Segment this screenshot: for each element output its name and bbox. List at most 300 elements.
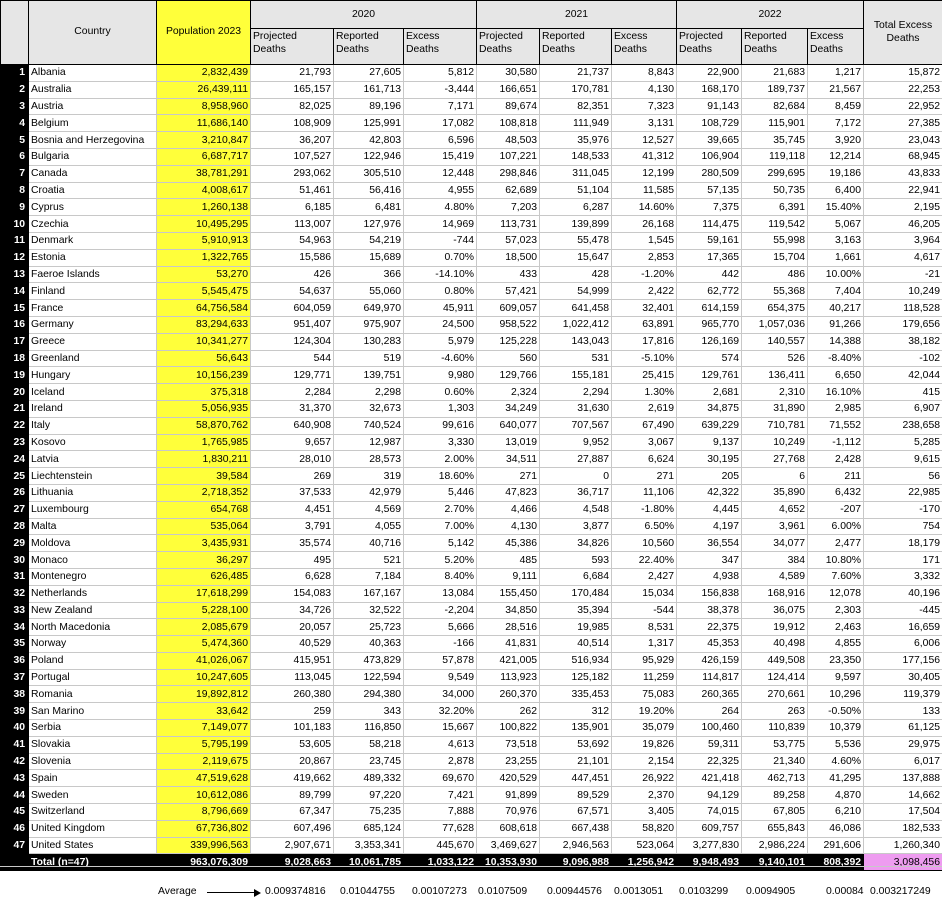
projected-deaths-2022-cell[interactable]: 574 <box>677 350 742 367</box>
reported-deaths-2020-cell[interactable]: 42,979 <box>334 484 404 501</box>
total-excess-deaths-cell[interactable]: -102 <box>864 350 942 367</box>
excess-deaths-2022-cell[interactable]: 6.00% <box>808 518 864 535</box>
projected-deaths-2022-cell[interactable]: 129,761 <box>677 367 742 384</box>
reported-deaths-2021-cell[interactable]: 0 <box>540 468 612 485</box>
projected-deaths-2021-cell[interactable]: 4,466 <box>477 501 540 518</box>
projected-deaths-2021-cell[interactable]: 47,823 <box>477 484 540 501</box>
total-excess-deaths-cell[interactable]: 177,156 <box>864 652 942 669</box>
reported-deaths-2021-cell[interactable]: 170,484 <box>540 585 612 602</box>
reported-deaths-2022-cell[interactable]: 449,508 <box>742 652 808 669</box>
excess-deaths-2021-cell[interactable]: 4,130 <box>612 81 677 98</box>
total-excess-deaths-cell[interactable]: 27,385 <box>864 115 942 132</box>
row-number-cell[interactable]: 37 <box>1 669 29 686</box>
projected-deaths-2020-cell[interactable]: 269 <box>251 468 334 485</box>
projected-deaths-2020-cell[interactable]: 951,407 <box>251 316 334 333</box>
excess-deaths-2022-cell[interactable]: 6,400 <box>808 182 864 199</box>
excess-deaths-2020-cell[interactable]: 4,955 <box>404 182 477 199</box>
row-number-cell[interactable]: 34 <box>1 619 29 636</box>
projected-deaths-2020-cell[interactable]: 3,791 <box>251 518 334 535</box>
country-name-cell[interactable]: Iceland <box>29 384 157 401</box>
reported-deaths-2022-cell[interactable]: 299,695 <box>742 165 808 182</box>
country-name-cell[interactable]: Latvia <box>29 451 157 468</box>
excess-deaths-2021-cell[interactable]: 2,853 <box>612 249 677 266</box>
projected-deaths-2020-cell[interactable]: 544 <box>251 350 334 367</box>
country-name-cell[interactable]: Slovakia <box>29 736 157 753</box>
row-number-cell[interactable]: 7 <box>1 165 29 182</box>
reported-deaths-2021-cell[interactable]: 15,647 <box>540 249 612 266</box>
excess-deaths-2022-cell[interactable]: 2,985 <box>808 400 864 417</box>
reported-deaths-2022-cell[interactable]: 50,735 <box>742 182 808 199</box>
row-number-cell[interactable]: 38 <box>1 686 29 703</box>
excess-deaths-2021-cell[interactable]: 14.60% <box>612 199 677 216</box>
projected-deaths-2020-cell[interactable]: 28,010 <box>251 451 334 468</box>
country-name-cell[interactable]: Greece <box>29 333 157 350</box>
excess-deaths-2020-cell[interactable]: -4.60% <box>404 350 477 367</box>
reported-deaths-2022-cell[interactable]: 136,411 <box>742 367 808 384</box>
row-number-cell[interactable]: 11 <box>1 232 29 249</box>
total-excess-deaths-cell[interactable]: 5,285 <box>864 434 942 451</box>
total-excess-deaths-cell[interactable]: 29,975 <box>864 736 942 753</box>
reported-deaths-2020-cell[interactable]: 161,713 <box>334 81 404 98</box>
reported-deaths-2020-cell[interactable]: 139,751 <box>334 367 404 384</box>
total-excess-deaths-cell[interactable]: 118,528 <box>864 300 942 317</box>
population-cell[interactable]: 654,768 <box>157 501 251 518</box>
reported-deaths-2020-cell[interactable]: 167,167 <box>334 585 404 602</box>
reported-deaths-2020-cell[interactable]: 130,283 <box>334 333 404 350</box>
country-name-cell[interactable]: New Zealand <box>29 602 157 619</box>
excess-deaths-2022-cell[interactable]: -1,112 <box>808 434 864 451</box>
reported-deaths-2022-cell[interactable]: 1,057,036 <box>742 316 808 333</box>
projected-deaths-2021-cell[interactable]: 113,923 <box>477 669 540 686</box>
total-excess-deaths-cell[interactable]: 43,833 <box>864 165 942 182</box>
total-excess-deaths-cell[interactable]: -170 <box>864 501 942 518</box>
reported-deaths-2022-cell[interactable]: 270,661 <box>742 686 808 703</box>
row-number-cell[interactable]: 44 <box>1 787 29 804</box>
country-name-cell[interactable]: Kosovo <box>29 434 157 451</box>
reported-deaths-2020-cell[interactable]: 12,987 <box>334 434 404 451</box>
projected-deaths-2022-cell[interactable]: 59,311 <box>677 736 742 753</box>
reported-deaths-2020-cell[interactable]: 2,298 <box>334 384 404 401</box>
projected-deaths-2020-cell[interactable]: 107,527 <box>251 148 334 165</box>
reported-deaths-2021-cell[interactable]: 139,899 <box>540 216 612 233</box>
reported-deaths-2021-cell[interactable]: 4,548 <box>540 501 612 518</box>
row-number-cell[interactable]: 41 <box>1 736 29 753</box>
total-excess-deaths-cell[interactable]: 171 <box>864 552 942 569</box>
country-name-cell[interactable]: San Marino <box>29 703 157 720</box>
reported-deaths-2021-cell[interactable]: 67,571 <box>540 804 612 821</box>
population-cell[interactable]: 33,642 <box>157 703 251 720</box>
projected-deaths-2020-cell[interactable]: 54,637 <box>251 283 334 300</box>
excess-deaths-2021-cell[interactable]: -5.10% <box>612 350 677 367</box>
reported-deaths-2022-cell[interactable]: 384 <box>742 552 808 569</box>
projected-deaths-2022-cell[interactable]: 9,137 <box>677 434 742 451</box>
country-name-cell[interactable]: Sweden <box>29 787 157 804</box>
projected-deaths-2022-cell[interactable]: 114,475 <box>677 216 742 233</box>
reported-deaths-2022-cell[interactable]: 31,890 <box>742 400 808 417</box>
country-name-cell[interactable]: United States <box>29 837 157 854</box>
row-number-cell[interactable]: 14 <box>1 283 29 300</box>
excess-deaths-2020-cell[interactable]: 14,969 <box>404 216 477 233</box>
total-excess-deaths-cell[interactable]: 9,615 <box>864 451 942 468</box>
reported-deaths-2022-cell[interactable]: 19,912 <box>742 619 808 636</box>
reported-deaths-2022-cell[interactable]: 526 <box>742 350 808 367</box>
reported-deaths-2020-cell[interactable]: 127,976 <box>334 216 404 233</box>
population-cell[interactable]: 2,119,675 <box>157 753 251 770</box>
country-name-cell[interactable]: Czechia <box>29 216 157 233</box>
excess-deaths-2020-cell[interactable]: 2.00% <box>404 451 477 468</box>
excess-deaths-2020-cell[interactable]: -14.10% <box>404 266 477 283</box>
population-cell[interactable]: 17,618,299 <box>157 585 251 602</box>
excess-deaths-2021-cell[interactable]: 26,922 <box>612 770 677 787</box>
country-name-cell[interactable]: Romania <box>29 686 157 703</box>
excess-deaths-2022-cell[interactable]: 5,536 <box>808 736 864 753</box>
country-name-cell[interactable]: Spain <box>29 770 157 787</box>
reported-deaths-2020-cell[interactable]: 27,605 <box>334 65 404 82</box>
excess-deaths-2021-cell[interactable]: 95,929 <box>612 652 677 669</box>
projected-deaths-2021-cell[interactable]: 262 <box>477 703 540 720</box>
excess-deaths-2021-cell[interactable]: 6,624 <box>612 451 677 468</box>
reported-deaths-2020-cell[interactable]: 116,850 <box>334 720 404 737</box>
excess-deaths-2020-cell[interactable]: 7,888 <box>404 804 477 821</box>
projected-deaths-2022-cell[interactable]: 2,681 <box>677 384 742 401</box>
reported-deaths-2021-cell[interactable]: 516,934 <box>540 652 612 669</box>
total-excess-deaths-cell[interactable]: -21 <box>864 266 942 283</box>
projected-deaths-2022-cell[interactable]: 57,135 <box>677 182 742 199</box>
projected-deaths-2022-cell[interactable]: 3,277,830 <box>677 837 742 854</box>
reported-deaths-2022-cell[interactable]: 168,916 <box>742 585 808 602</box>
reported-deaths-2022-cell[interactable]: 34,077 <box>742 535 808 552</box>
excess-deaths-2020-cell[interactable]: 12,448 <box>404 165 477 182</box>
reported-deaths-2020-cell[interactable]: 97,220 <box>334 787 404 804</box>
country-name-cell[interactable]: Serbia <box>29 720 157 737</box>
total-excess-deaths-cell[interactable]: 22,952 <box>864 98 942 115</box>
reported-deaths-2020-cell[interactable]: 42,803 <box>334 132 404 149</box>
excess-deaths-2021-cell[interactable]: 19.20% <box>612 703 677 720</box>
reported-deaths-2022-cell[interactable]: 40,498 <box>742 636 808 653</box>
population-cell[interactable]: 10,156,239 <box>157 367 251 384</box>
row-number-cell[interactable]: 39 <box>1 703 29 720</box>
reported-deaths-2020-cell[interactable]: 685,124 <box>334 820 404 837</box>
projected-deaths-2020-cell[interactable]: 113,045 <box>251 669 334 686</box>
projected-deaths-2022-cell[interactable]: 264 <box>677 703 742 720</box>
row-number-cell[interactable]: 46 <box>1 820 29 837</box>
total-excess-deaths-cell[interactable]: -445 <box>864 602 942 619</box>
total-excess-deaths-cell[interactable]: 22,253 <box>864 81 942 98</box>
reported-deaths-2021-cell[interactable]: 311,045 <box>540 165 612 182</box>
reported-deaths-2020-cell[interactable]: 58,218 <box>334 736 404 753</box>
projected-deaths-2020-cell[interactable]: 53,605 <box>251 736 334 753</box>
excess-deaths-2021-cell[interactable]: 58,820 <box>612 820 677 837</box>
projected-deaths-2020-cell[interactable]: 2,907,671 <box>251 837 334 854</box>
reported-deaths-2022-cell[interactable]: 82,684 <box>742 98 808 115</box>
population-cell[interactable]: 67,736,802 <box>157 820 251 837</box>
row-number-cell[interactable]: 15 <box>1 300 29 317</box>
row-number-cell[interactable]: 22 <box>1 417 29 434</box>
population-cell[interactable]: 1,765,985 <box>157 434 251 451</box>
population-cell[interactable]: 36,297 <box>157 552 251 569</box>
reported-deaths-2022-cell[interactable]: 36,075 <box>742 602 808 619</box>
projected-deaths-2020-cell[interactable]: 604,059 <box>251 300 334 317</box>
excess-deaths-2020-cell[interactable]: 2,878 <box>404 753 477 770</box>
reported-deaths-2020-cell[interactable]: 521 <box>334 552 404 569</box>
projected-deaths-2022-cell[interactable]: 965,770 <box>677 316 742 333</box>
projected-deaths-2022-cell[interactable]: 74,015 <box>677 804 742 821</box>
excess-deaths-2021-cell[interactable]: 75,083 <box>612 686 677 703</box>
total-excess-deaths-cell[interactable]: 23,043 <box>864 132 942 149</box>
projected-deaths-2021-cell[interactable]: 155,450 <box>477 585 540 602</box>
excess-deaths-2021-cell[interactable]: 17,816 <box>612 333 677 350</box>
reported-deaths-2021-cell[interactable]: 36,717 <box>540 484 612 501</box>
population-cell[interactable]: 1,322,765 <box>157 249 251 266</box>
population-cell[interactable]: 7,149,077 <box>157 720 251 737</box>
excess-deaths-2020-cell[interactable]: 4,613 <box>404 736 477 753</box>
projected-deaths-2022-cell[interactable]: 22,325 <box>677 753 742 770</box>
population-cell[interactable]: 5,545,475 <box>157 283 251 300</box>
total-excess-deaths-cell[interactable]: 15,872 <box>864 65 942 82</box>
total-excess-deaths-cell[interactable]: 137,888 <box>864 770 942 787</box>
population-cell[interactable]: 58,870,762 <box>157 417 251 434</box>
projected-deaths-2020-cell[interactable]: 415,951 <box>251 652 334 669</box>
reported-deaths-2022-cell[interactable]: 35,890 <box>742 484 808 501</box>
row-number-cell[interactable]: 36 <box>1 652 29 669</box>
country-name-cell[interactable]: Hungary <box>29 367 157 384</box>
excess-deaths-2020-cell[interactable]: 9,549 <box>404 669 477 686</box>
reported-deaths-2022-cell[interactable]: 654,375 <box>742 300 808 317</box>
excess-deaths-2020-cell[interactable]: 17,082 <box>404 115 477 132</box>
population-cell[interactable]: 10,341,277 <box>157 333 251 350</box>
reported-deaths-2021-cell[interactable]: 593 <box>540 552 612 569</box>
projected-deaths-2022-cell[interactable]: 4,938 <box>677 568 742 585</box>
projected-deaths-2021-cell[interactable]: 62,689 <box>477 182 540 199</box>
projected-deaths-2020-cell[interactable]: 20,867 <box>251 753 334 770</box>
row-number-cell[interactable]: 3 <box>1 98 29 115</box>
projected-deaths-2022-cell[interactable]: 39,665 <box>677 132 742 149</box>
projected-deaths-2021-cell[interactable]: 57,023 <box>477 232 540 249</box>
row-number-cell[interactable]: 2 <box>1 81 29 98</box>
projected-deaths-2021-cell[interactable]: 57,421 <box>477 283 540 300</box>
excess-deaths-2020-cell[interactable]: 13,084 <box>404 585 477 602</box>
projected-deaths-2021-cell[interactable]: 260,370 <box>477 686 540 703</box>
projected-deaths-2022-cell[interactable]: 442 <box>677 266 742 283</box>
projected-deaths-2020-cell[interactable]: 82,025 <box>251 98 334 115</box>
row-number-cell[interactable]: 4 <box>1 115 29 132</box>
excess-deaths-2022-cell[interactable]: 71,552 <box>808 417 864 434</box>
total-excess-deaths-cell[interactable]: 4,617 <box>864 249 942 266</box>
excess-deaths-2022-cell[interactable]: 23,350 <box>808 652 864 669</box>
excess-deaths-2021-cell[interactable]: 22.40% <box>612 552 677 569</box>
reported-deaths-2020-cell[interactable]: 649,970 <box>334 300 404 317</box>
excess-deaths-2022-cell[interactable]: 40,217 <box>808 300 864 317</box>
country-name-cell[interactable]: Bulgaria <box>29 148 157 165</box>
total-excess-deaths-cell[interactable]: 179,656 <box>864 316 942 333</box>
country-name-cell[interactable]: North Macedonia <box>29 619 157 636</box>
excess-deaths-2021-cell[interactable]: 523,064 <box>612 837 677 854</box>
country-name-cell[interactable]: Luxembourg <box>29 501 157 518</box>
projected-deaths-2022-cell[interactable]: 62,772 <box>677 283 742 300</box>
projected-deaths-2022-cell[interactable]: 426,159 <box>677 652 742 669</box>
total-excess-deaths-cell[interactable]: 42,044 <box>864 367 942 384</box>
population-cell[interactable]: 19,892,812 <box>157 686 251 703</box>
projected-deaths-2020-cell[interactable]: 640,908 <box>251 417 334 434</box>
excess-deaths-2022-cell[interactable]: 2,428 <box>808 451 864 468</box>
reported-deaths-2021-cell[interactable]: 40,514 <box>540 636 612 653</box>
excess-deaths-2021-cell[interactable]: 271 <box>612 468 677 485</box>
total-excess-deaths-cell[interactable]: 238,658 <box>864 417 942 434</box>
reported-deaths-2021-cell[interactable]: 335,453 <box>540 686 612 703</box>
reported-deaths-2021-cell[interactable]: 34,826 <box>540 535 612 552</box>
reported-deaths-2020-cell[interactable]: 56,416 <box>334 182 404 199</box>
projected-deaths-2020-cell[interactable]: 6,185 <box>251 199 334 216</box>
excess-deaths-2022-cell[interactable]: 6,432 <box>808 484 864 501</box>
excess-deaths-2021-cell[interactable]: 32,401 <box>612 300 677 317</box>
projected-deaths-2020-cell[interactable]: 260,380 <box>251 686 334 703</box>
row-number-cell[interactable]: 28 <box>1 518 29 535</box>
row-number-cell[interactable]: 32 <box>1 585 29 602</box>
total-excess-deaths-cell[interactable]: 754 <box>864 518 942 535</box>
excess-deaths-2020-cell[interactable]: -166 <box>404 636 477 653</box>
projected-deaths-2022-cell[interactable]: 260,365 <box>677 686 742 703</box>
projected-deaths-2022-cell[interactable]: 42,322 <box>677 484 742 501</box>
reported-deaths-2022-cell[interactable]: 15,704 <box>742 249 808 266</box>
excess-deaths-2021-cell[interactable]: 1.30% <box>612 384 677 401</box>
population-cell[interactable]: 8,796,669 <box>157 804 251 821</box>
projected-deaths-2022-cell[interactable]: 4,197 <box>677 518 742 535</box>
population-cell[interactable]: 11,686,140 <box>157 115 251 132</box>
reported-deaths-2022-cell[interactable]: 10,249 <box>742 434 808 451</box>
excess-deaths-2020-cell[interactable]: 69,670 <box>404 770 477 787</box>
projected-deaths-2020-cell[interactable]: 37,533 <box>251 484 334 501</box>
projected-deaths-2022-cell[interactable]: 609,757 <box>677 820 742 837</box>
excess-deaths-2021-cell[interactable]: 11,585 <box>612 182 677 199</box>
reported-deaths-2021-cell[interactable]: 51,104 <box>540 182 612 199</box>
total-excess-deaths-cell[interactable]: 10,249 <box>864 283 942 300</box>
reported-deaths-2020-cell[interactable]: 75,235 <box>334 804 404 821</box>
reported-deaths-2022-cell[interactable]: 21,340 <box>742 753 808 770</box>
projected-deaths-2021-cell[interactable]: 91,899 <box>477 787 540 804</box>
reported-deaths-2021-cell[interactable]: 53,692 <box>540 736 612 753</box>
row-number-cell[interactable]: 26 <box>1 484 29 501</box>
reported-deaths-2020-cell[interactable]: 366 <box>334 266 404 283</box>
excess-deaths-2021-cell[interactable]: 3,067 <box>612 434 677 451</box>
excess-deaths-2021-cell[interactable]: 11,106 <box>612 484 677 501</box>
population-cell[interactable]: 4,008,617 <box>157 182 251 199</box>
excess-deaths-2020-cell[interactable]: 57,878 <box>404 652 477 669</box>
reported-deaths-2022-cell[interactable]: 119,118 <box>742 148 808 165</box>
country-name-cell[interactable]: France <box>29 300 157 317</box>
excess-deaths-2022-cell[interactable]: 14,388 <box>808 333 864 350</box>
projected-deaths-2021-cell[interactable]: 113,731 <box>477 216 540 233</box>
total-excess-deaths-cell[interactable]: 6,006 <box>864 636 942 653</box>
row-number-cell[interactable]: 1 <box>1 65 29 82</box>
projected-deaths-2021-cell[interactable]: 13,019 <box>477 434 540 451</box>
projected-deaths-2022-cell[interactable]: 280,509 <box>677 165 742 182</box>
reported-deaths-2020-cell[interactable]: 473,829 <box>334 652 404 669</box>
reported-deaths-2021-cell[interactable]: 170,781 <box>540 81 612 98</box>
excess-deaths-2021-cell[interactable]: 2,154 <box>612 753 677 770</box>
excess-deaths-2022-cell[interactable]: 2,303 <box>808 602 864 619</box>
excess-deaths-2021-cell[interactable]: -544 <box>612 602 677 619</box>
excess-deaths-2020-cell[interactable]: 445,670 <box>404 837 477 854</box>
excess-deaths-2020-cell[interactable]: 3,330 <box>404 434 477 451</box>
reported-deaths-2021-cell[interactable]: 55,478 <box>540 232 612 249</box>
excess-deaths-2021-cell[interactable]: 8,843 <box>612 65 677 82</box>
reported-deaths-2020-cell[interactable]: 294,380 <box>334 686 404 703</box>
row-number-cell[interactable]: 27 <box>1 501 29 518</box>
excess-deaths-2021-cell[interactable]: 10,560 <box>612 535 677 552</box>
projected-deaths-2022-cell[interactable]: 347 <box>677 552 742 569</box>
population-cell[interactable]: 5,228,100 <box>157 602 251 619</box>
projected-deaths-2022-cell[interactable]: 126,169 <box>677 333 742 350</box>
row-number-cell[interactable]: 33 <box>1 602 29 619</box>
total-excess-deaths-cell[interactable]: 2,195 <box>864 199 942 216</box>
excess-deaths-2021-cell[interactable]: 7,323 <box>612 98 677 115</box>
excess-deaths-2020-cell[interactable]: 0.60% <box>404 384 477 401</box>
reported-deaths-2021-cell[interactable]: 9,952 <box>540 434 612 451</box>
reported-deaths-2021-cell[interactable]: 82,351 <box>540 98 612 115</box>
excess-deaths-2022-cell[interactable]: 211 <box>808 468 864 485</box>
excess-deaths-2022-cell[interactable]: 6,210 <box>808 804 864 821</box>
projected-deaths-2020-cell[interactable]: 495 <box>251 552 334 569</box>
projected-deaths-2022-cell[interactable]: 91,143 <box>677 98 742 115</box>
reported-deaths-2020-cell[interactable]: 32,522 <box>334 602 404 619</box>
projected-deaths-2021-cell[interactable]: 433 <box>477 266 540 283</box>
row-number-cell[interactable]: 45 <box>1 804 29 821</box>
population-cell[interactable]: 3,435,931 <box>157 535 251 552</box>
row-number-cell[interactable]: 30 <box>1 552 29 569</box>
row-number-cell[interactable]: 24 <box>1 451 29 468</box>
row-number-cell[interactable]: 17 <box>1 333 29 350</box>
reported-deaths-2021-cell[interactable]: 155,181 <box>540 367 612 384</box>
excess-deaths-2022-cell[interactable]: 2,477 <box>808 535 864 552</box>
excess-deaths-2022-cell[interactable]: 7,404 <box>808 283 864 300</box>
projected-deaths-2020-cell[interactable]: 54,963 <box>251 232 334 249</box>
projected-deaths-2022-cell[interactable]: 4,445 <box>677 501 742 518</box>
population-cell[interactable]: 1,260,138 <box>157 199 251 216</box>
total-excess-deaths-cell[interactable]: 133 <box>864 703 942 720</box>
total-excess-deaths-cell[interactable]: 68,945 <box>864 148 942 165</box>
projected-deaths-2022-cell[interactable]: 639,229 <box>677 417 742 434</box>
projected-deaths-2021-cell[interactable]: 34,850 <box>477 602 540 619</box>
excess-deaths-2022-cell[interactable]: 10.00% <box>808 266 864 283</box>
population-cell[interactable]: 339,996,563 <box>157 837 251 854</box>
excess-deaths-2020-cell[interactable]: 7.00% <box>404 518 477 535</box>
reported-deaths-2022-cell[interactable]: 2,310 <box>742 384 808 401</box>
excess-deaths-2020-cell[interactable]: 32.20% <box>404 703 477 720</box>
row-number-cell[interactable]: 21 <box>1 400 29 417</box>
projected-deaths-2021-cell[interactable]: 166,651 <box>477 81 540 98</box>
reported-deaths-2021-cell[interactable]: 447,451 <box>540 770 612 787</box>
excess-deaths-2021-cell[interactable]: 6.50% <box>612 518 677 535</box>
country-name-cell[interactable]: Malta <box>29 518 157 535</box>
reported-deaths-2020-cell[interactable]: 3,353,341 <box>334 837 404 854</box>
reported-deaths-2021-cell[interactable]: 31,630 <box>540 400 612 417</box>
reported-deaths-2020-cell[interactable]: 55,060 <box>334 283 404 300</box>
country-name-cell[interactable]: Croatia <box>29 182 157 199</box>
projected-deaths-2022-cell[interactable]: 22,900 <box>677 65 742 82</box>
projected-deaths-2021-cell[interactable]: 70,976 <box>477 804 540 821</box>
reported-deaths-2021-cell[interactable]: 125,182 <box>540 669 612 686</box>
projected-deaths-2020-cell[interactable]: 165,157 <box>251 81 334 98</box>
projected-deaths-2022-cell[interactable]: 59,161 <box>677 232 742 249</box>
excess-deaths-2020-cell[interactable]: 5,666 <box>404 619 477 636</box>
projected-deaths-2021-cell[interactable]: 108,818 <box>477 115 540 132</box>
projected-deaths-2020-cell[interactable]: 293,062 <box>251 165 334 182</box>
excess-deaths-2020-cell[interactable]: 15,667 <box>404 720 477 737</box>
reported-deaths-2020-cell[interactable]: 28,573 <box>334 451 404 468</box>
row-number-cell[interactable]: 19 <box>1 367 29 384</box>
excess-deaths-2020-cell[interactable]: 5.20% <box>404 552 477 569</box>
reported-deaths-2020-cell[interactable]: 4,055 <box>334 518 404 535</box>
